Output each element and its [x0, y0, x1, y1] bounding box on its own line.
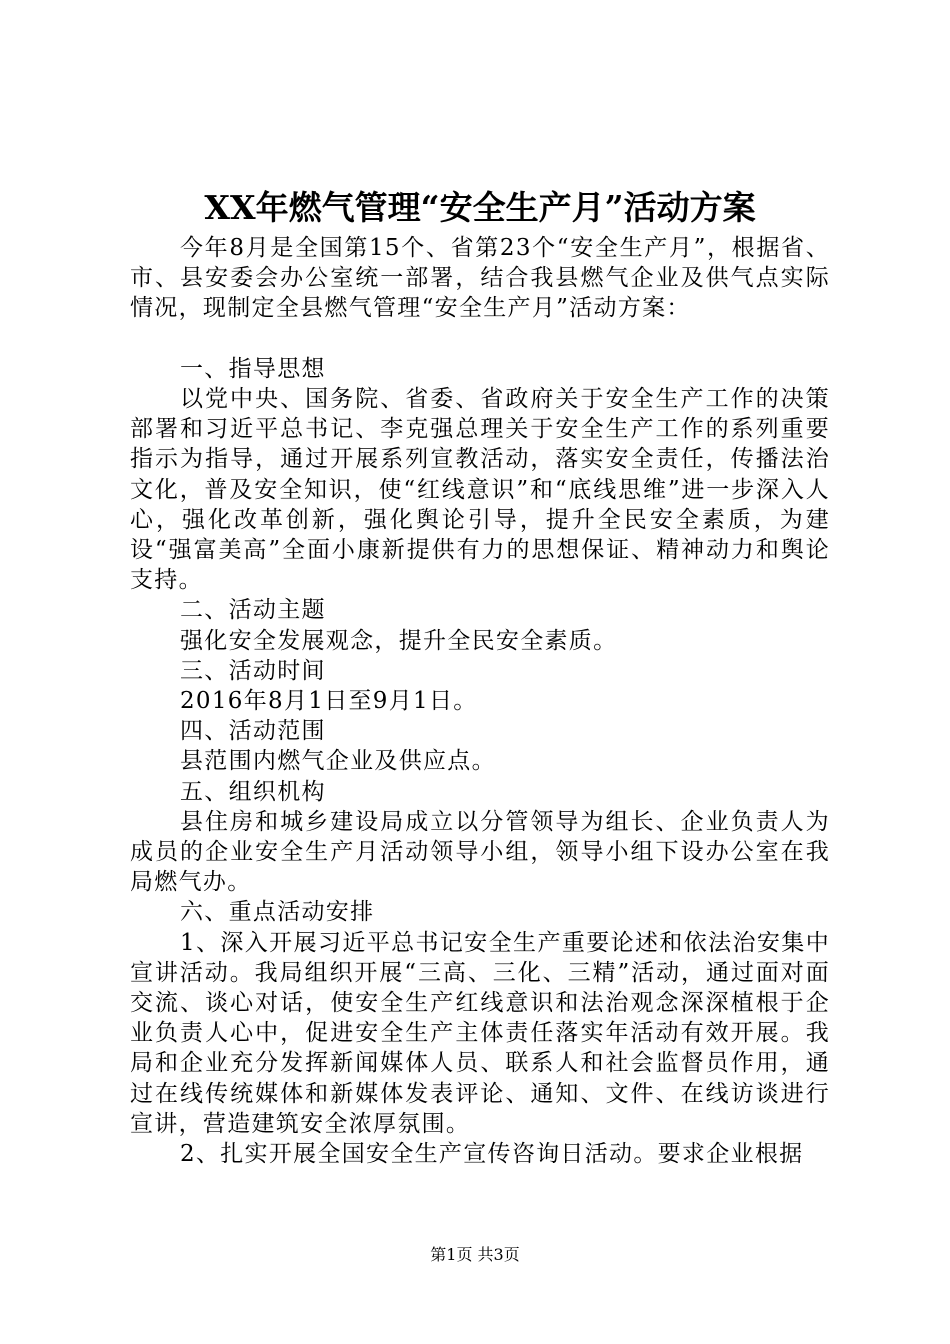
section-heading-guiding-ideology: 一、指导思想 — [180, 355, 326, 382]
section-paragraph: 县范围内燃气企业及供应点。 — [180, 748, 496, 775]
section-paragraph: 以党中央、国务院、省委、省政府关于安全生产工作的决策部署和习近平总书记、李克强总理关于安全生产工作的系列重要指示为指导，通过开展系列宣教活动，落实安全责任，传播法治文化，普及安全知识，使“红线意识”和“底线思维”进一步深入人心，强化改革创新，强化舆论引导，提升全民安全素质，为建设“强富美高”全面小康新提供有力的思想保证、精神动力和舆论支持。 — [130, 386, 830, 594]
page-number: 第1页 共3页 — [430, 1245, 520, 1264]
section-paragraph: 2016年8月1日至9月1日。 — [180, 688, 478, 715]
document-body — [130, 233, 830, 1169]
section-paragraph: 县住房和城乡建设局成立以分管领导为组长、企业负责人为成员的企业安全生产月活动领导小组，领导小组下设办公室在我局燃气办。 — [130, 808, 830, 896]
section-paragraph: 1、深入开展习近平总书记安全生产重要论述和依法治安集中宣讲活动。我局组织开展“三高、三化、三精”活动，通过面对面交流、谈心对话，使安全生产红线意识和法治观念深深植根于企业负责人心中，促进安全生产主体责任落实年活动有效开展。我局和企业充分发挥新闻媒体人员、联系人和社会监督员作用，通过在线传统媒体和新媒体发表评论、通知、文件、在线访谈进行宣讲，营造建筑安全浓厚氛围。 — [130, 929, 830, 1137]
section-heading-theme: 二、活动主题 — [180, 597, 326, 624]
document-page — [130, 185, 830, 1169]
section-heading-scope: 四、活动范围 — [180, 718, 326, 745]
intro-paragraph: 今年8月是全国第15个、省第23个“安全生产月”，根据省、市、县安委会办公室统一部署，结合我县燃气企业及供气点实际情况，现制定全县燃气管理“安全生产月”活动方案： — [130, 235, 830, 322]
blank-line — [130, 324, 830, 354]
section-paragraph: 强化安全发展观念，提升全民安全素质。 — [180, 627, 618, 654]
section-heading-key-activities: 六、重点活动安排 — [180, 899, 375, 926]
section-heading-organization: 五、组织机构 — [180, 778, 326, 805]
section-heading-time: 三、活动时间 — [180, 657, 326, 684]
document-title: XX年燃气管理“安全生产月”活动方案 — [204, 188, 756, 227]
section-paragraph: 2、扎实开展全国安全生产宣传咨询日活动。要求企业根据 — [180, 1141, 804, 1168]
